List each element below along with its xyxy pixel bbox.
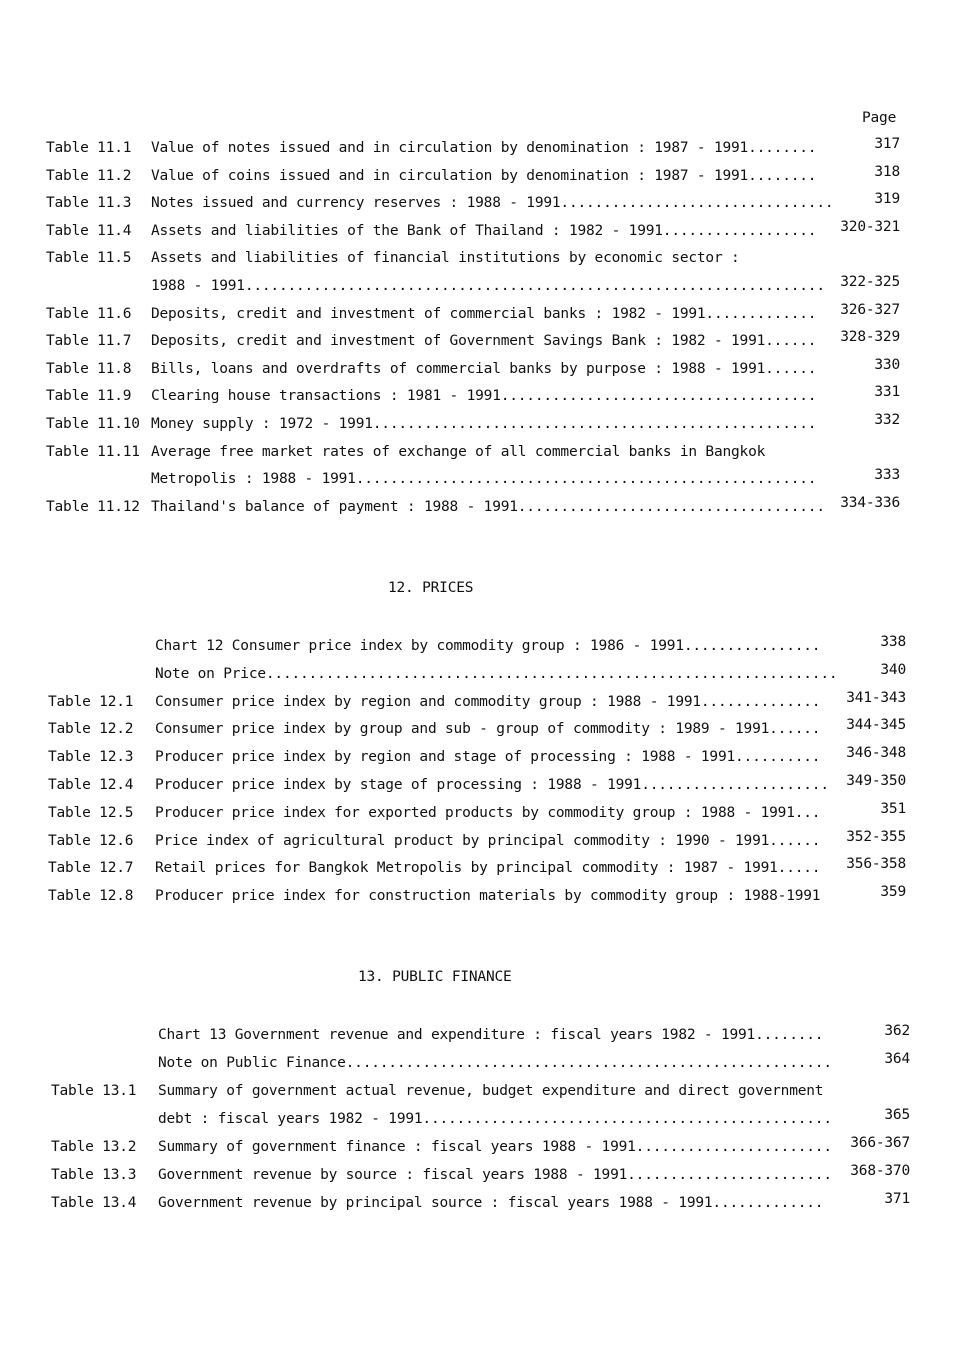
entry-page-number: 356-358 <box>846 856 906 873</box>
entry-page-number: 365 <box>884 1107 910 1123</box>
entry-page-number: 344-345 <box>846 717 906 734</box>
entry-page-number: 317 <box>874 136 900 152</box>
entry-title: Thailand's balance of payment : 1988 - 1991.................................... <box>151 498 825 515</box>
entry-number: Table 11.6 <box>46 305 132 322</box>
entry-page-number: 334-336 <box>840 494 900 511</box>
entry-title: Government revenue by source : fiscal years 1988 - 1991........................ <box>158 1167 832 1183</box>
entry-title: Note on Price................................................................... <box>155 665 838 682</box>
entry-page-number: 333 <box>874 467 900 484</box>
entry-page-number: 362 <box>884 1023 910 1039</box>
entry-number: Table 11.1 <box>46 140 132 156</box>
entry-title: Notes issued and currency reserves : 1988 - 1991................................ <box>151 195 834 212</box>
entry-number: Table 12.1 <box>48 693 134 710</box>
entry-page-number: 349-350 <box>846 773 906 789</box>
entry-page-number: 332 <box>874 412 900 428</box>
entry-number: Table 11.12 <box>46 498 140 515</box>
entry-page-number: 330 <box>874 356 900 373</box>
entry-number: Table 12.3 <box>48 749 134 766</box>
entry-title: Consumer price index by group and sub - group of commodity : 1989 - 1991...... <box>155 721 821 738</box>
entry-title: Producer price index by region and stage of processing : 1988 - 1991.......... <box>155 749 821 766</box>
entry-number: Table 12.7 <box>48 860 134 877</box>
entry-title: Consumer price index by region and commodity group : 1988 - 1991.............. <box>155 693 821 710</box>
entry-page-number: 366-367 <box>850 1135 910 1151</box>
entry-number: Table 13.2 <box>51 1139 137 1155</box>
entry-page-number: 364 <box>884 1051 910 1067</box>
entry-number: Table 12.6 <box>48 832 134 849</box>
entry-title: Bills, loans and overdrafts of commercial banks by purpose : 1988 - 1991...... <box>151 360 817 377</box>
entry-title: Deposits, credit and investment of commercial banks : 1982 - 1991............. <box>151 305 817 322</box>
entry-title: Note on Public Finance......................................................... <box>158 1055 832 1071</box>
entry-title: debt : fiscal years 1982 - 1991................................................ <box>158 1111 832 1127</box>
entry-title: Money supply : 1972 - 1991.................................................... <box>151 416 817 432</box>
entry-page-number: 338 <box>880 634 906 650</box>
entry-page-number: 341-343 <box>846 689 906 706</box>
entry-page-number: 346-348 <box>846 745 906 762</box>
entry-page-number: 318 <box>874 163 900 180</box>
entry-number: Table 12.4 <box>48 777 134 793</box>
page-column-label: Page <box>862 110 897 126</box>
entry-page-number: 326-327 <box>840 301 900 318</box>
entry-title: Value of coins issued and in circulation by denomination : 1987 - 1991........ <box>151 167 817 184</box>
entry-title: Retail prices for Bangkok Metropolis by principal commodity : 1987 - 1991..... <box>155 860 821 877</box>
entry-title: Producer price index for exported products by commodity group : 1988 - 1991... <box>155 804 821 821</box>
entry-title: Clearing house transactions : 1981 - 1991..................................... <box>151 388 817 405</box>
entry-title: Deposits, credit and investment of Government Savings Bank : 1982 - 1991...... <box>151 333 817 350</box>
entry-title: Producer price index for construction materials by commodity group : 1988-1991 <box>155 888 821 905</box>
entry-number: Table 12.8 <box>48 888 134 905</box>
entry-title: Chart 13 Government revenue and expenditure : fiscal years 1982 - 1991........ <box>158 1027 824 1043</box>
entry-number: Table 11.7 <box>46 333 132 350</box>
entry-number: Table 11.5 <box>46 250 132 267</box>
entry-title: Metropolis : 1988 - 1991...................................................... <box>151 471 817 488</box>
entry-number: Table 11.9 <box>46 388 132 405</box>
entry-number: Table 11.8 <box>46 360 132 377</box>
entry-number: Table 11.4 <box>46 222 132 239</box>
entry-title: Summary of government finance : fiscal years 1988 - 1991....................... <box>158 1139 832 1155</box>
entry-page-number: 331 <box>874 384 900 401</box>
entry-number: Table 12.2 <box>48 721 134 738</box>
entry-page-number: 351 <box>880 800 906 817</box>
entry-number: Table 11.10 <box>46 416 140 432</box>
entry-number: Table 13.4 <box>51 1195 137 1211</box>
entry-number: Table 13.1 <box>51 1083 137 1099</box>
section-heading-prices: 12. PRICES <box>388 580 474 596</box>
entry-number: Table 11.2 <box>46 167 132 184</box>
entry-page-number: 368-370 <box>850 1163 910 1179</box>
entry-number: Table 12.5 <box>48 804 134 821</box>
entry-title: Assets and liabilities of the Bank of Thailand : 1982 - 1991.................. <box>151 222 817 239</box>
entry-title: Value of notes issued and in circulation by denomination : 1987 - 1991........ <box>151 140 817 156</box>
entry-page-number: 320-321 <box>840 218 900 235</box>
entry-page-number: 340 <box>880 661 906 678</box>
entry-page-number: 359 <box>880 884 906 901</box>
entry-title: Price index of agricultural product by principal commodity : 1990 - 1991...... <box>155 832 821 849</box>
entry-number: Table 13.3 <box>51 1167 137 1183</box>
entry-page-number: 352-355 <box>846 828 906 845</box>
entry-title: Average free market rates of exchange of all commercial banks in Bangkok <box>151 443 766 460</box>
entry-title: Government revenue by principal source : fiscal years 1988 - 1991............. <box>158 1195 824 1211</box>
entry-page-number: 319 <box>874 191 900 208</box>
entry-page-number: 328-329 <box>840 329 900 346</box>
entry-title: Assets and liabilities of financial institutions by economic sector : <box>151 250 740 267</box>
entry-title: Producer price index by stage of processing : 1988 - 1991...................... <box>155 777 829 793</box>
section-heading-public-finance: 13. PUBLIC FINANCE <box>358 969 512 985</box>
entry-title: Summary of government actual revenue, budget expenditure and direct government <box>158 1083 824 1099</box>
entry-page-number: 371 <box>884 1191 910 1207</box>
entry-title: Chart 12 Consumer price index by commodity group : 1986 - 1991................ <box>155 638 821 654</box>
entry-number: Table 11.11 <box>46 443 140 460</box>
entry-number: Table 11.3 <box>46 195 132 212</box>
entry-title: 1988 - 1991.................................................................... <box>151 278 825 294</box>
entry-page-number: 322-325 <box>840 274 900 290</box>
